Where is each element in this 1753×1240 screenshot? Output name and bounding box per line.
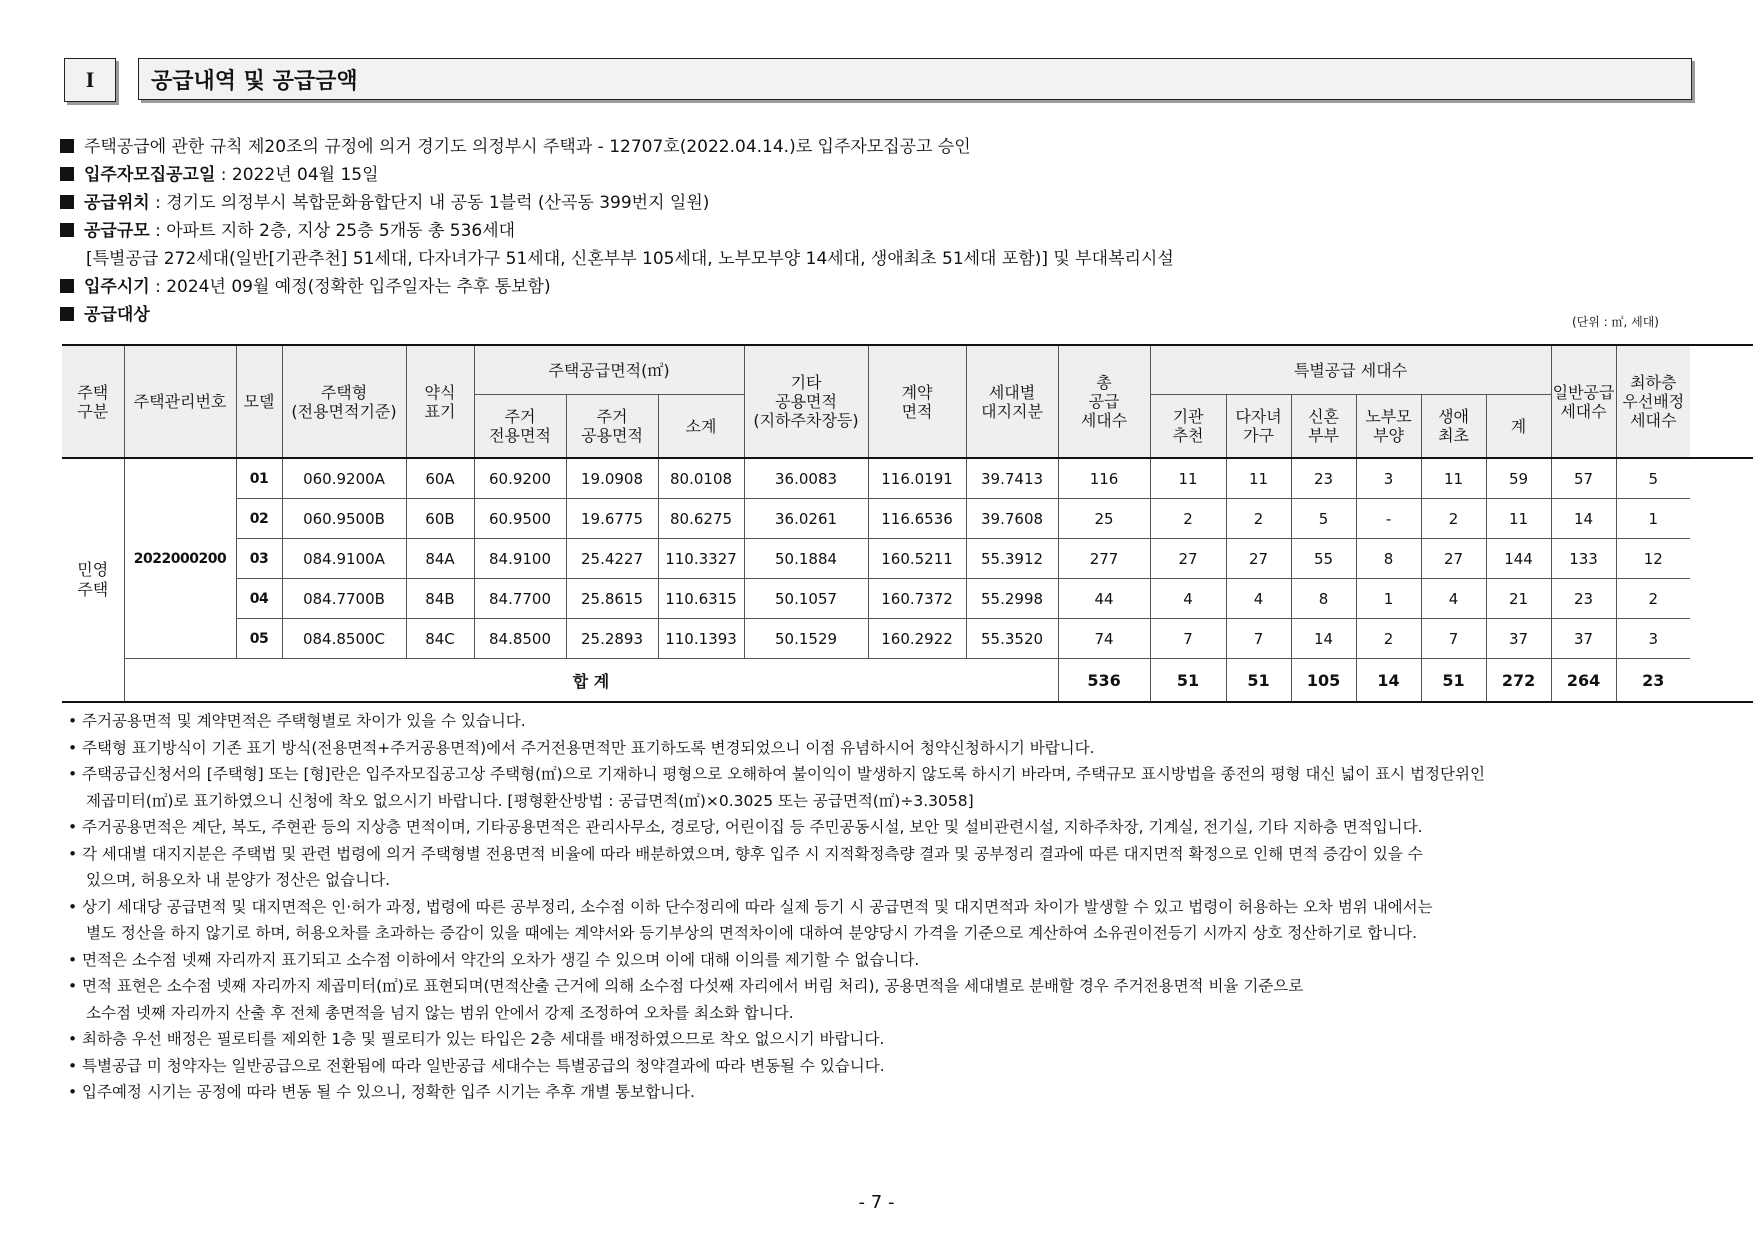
cell-sum: 59 bbox=[1486, 458, 1551, 499]
header-newlywed: 신혼 부부 bbox=[1291, 395, 1356, 459]
cell-general: 57 bbox=[1551, 458, 1616, 499]
header-supply-area: 주택공급면적(㎡) bbox=[474, 345, 744, 395]
header-house-group: 주택 구분 bbox=[62, 345, 124, 458]
cell-sub: 110.1393 bbox=[658, 619, 744, 659]
cell-inst: 7 bbox=[1150, 619, 1226, 659]
movein-row bbox=[60, 273, 1174, 301]
cell-sum: 11 bbox=[1486, 499, 1551, 539]
location-value: : 경기도 의정부시 복합문화융합단지 내 공동 1블럭 (산곡동 399번지 일원) bbox=[149, 193, 710, 213]
table-row bbox=[62, 458, 1753, 499]
cell-contract: 116.0191 bbox=[868, 458, 966, 499]
header-institution: 기관 추천 bbox=[1150, 395, 1226, 459]
dot-bullet-icon: • bbox=[68, 1056, 78, 1075]
cell-inst: 27 bbox=[1150, 539, 1226, 579]
total-first: 51 bbox=[1421, 659, 1486, 703]
cell-first: 2 bbox=[1421, 499, 1486, 539]
dot-bullet-icon: • bbox=[68, 1083, 78, 1101]
cell-newly: 55 bbox=[1291, 539, 1356, 579]
cell-multi: 7 bbox=[1226, 619, 1291, 659]
total-general: 264 bbox=[1551, 659, 1616, 703]
cell-total: 277 bbox=[1058, 539, 1150, 579]
note-item: • 주택공급신청서의 [주택형] 또는 [형]란은 입주자모집공고상 주택형(㎡)으로 기재하니 평형으로 오해하여 불이익이 발생하지 않도록 하시기 바라며, 주택규모 표시방법을 종전의 평형 대신 넓이 표시 법정단위인 bbox=[64, 761, 1485, 788]
dot-bullet-icon: • bbox=[68, 977, 78, 995]
cell-general: 133 bbox=[1551, 539, 1616, 579]
cell-contract: 160.7372 bbox=[868, 579, 966, 619]
cell-contract: 160.2922 bbox=[868, 619, 966, 659]
cell-model: 03 bbox=[236, 539, 282, 579]
supply-info bbox=[60, 133, 1174, 329]
note-item: • 면적 표현은 소수점 넷째 자리까지 제곱미터(㎡)로 표현되며(면적산출 근거에 의해 소수점 다섯째 자리에서 버림 처리), 공용면적을 세대별로 분배할 경우 주거전용면적 비율 기준으로 bbox=[64, 973, 1485, 1000]
cell-comm: 25.4227 bbox=[566, 539, 658, 579]
header-other-common: 기타 공용면적 (지하주차장등) bbox=[744, 345, 868, 458]
note-continuation: 제곱미터(㎡)로 표기하였으니 신청에 착오 없으시기 바랍니다. [평형환산방법 : 공급면적(㎡)×0.3025 또는 공급면적(㎡)÷3.3058] bbox=[86, 791, 974, 810]
cell-newly: 8 bbox=[1291, 579, 1356, 619]
header-mgmt-no: 주택관리번호 bbox=[124, 345, 236, 458]
cell-other: 50.1529 bbox=[744, 619, 868, 659]
table-row bbox=[62, 619, 1753, 659]
cell-sub: 110.6315 bbox=[658, 579, 744, 619]
scale-detail: [특별공급 272세대(일반[기관추천] 51세대, 다자녀가구 51세대, 신혼부부 105세대, 노부모부양 14세대, 생애최초 51세대 포함)] 및 부대복리시설 bbox=[86, 249, 1174, 269]
cell-elder: 8 bbox=[1356, 539, 1421, 579]
movein-label: 입주시기 bbox=[84, 277, 150, 297]
cell-comm: 25.2893 bbox=[566, 619, 658, 659]
dot-bullet-icon: • bbox=[68, 844, 78, 863]
note-item: • 각 세대별 대지지분은 주택법 및 관련 법령에 의거 주택형별 전용면적 비율에 따라 배분하였으며, 향후 입주 시 지적확정측량 결과 및 공부정리 결과에 따른 대지면적 확정으로 인해 면적 증감이 있을 수 bbox=[64, 841, 1485, 868]
cell-excl: 60.9500 bbox=[474, 499, 566, 539]
table-row bbox=[62, 579, 1753, 619]
target-row bbox=[60, 301, 1174, 329]
unit-note: (단위 : ㎡, 세대) bbox=[1571, 315, 1659, 329]
cell-excl: 84.7700 bbox=[474, 579, 566, 619]
cell-elder: 1 bbox=[1356, 579, 1421, 619]
note-continuation: 있으며, 허용오차 내 분양가 정산은 없습니다. bbox=[86, 871, 391, 889]
note-item: • 주거공용면적 및 계약면적은 주택형별로 차이가 있을 수 있습니다. bbox=[64, 708, 1485, 735]
dot-bullet-icon: • bbox=[68, 1030, 78, 1048]
cell-land: 39.7608 bbox=[966, 499, 1058, 539]
header-land-share: 세대별 대지지분 bbox=[966, 345, 1058, 458]
dot-bullet-icon: • bbox=[68, 738, 78, 757]
cell-sum: 21 bbox=[1486, 579, 1551, 619]
dot-bullet-icon: • bbox=[68, 712, 78, 730]
cell-land: 55.3520 bbox=[966, 619, 1058, 659]
section-number: I bbox=[64, 58, 116, 102]
mgmt-number: 2022000200 bbox=[124, 458, 236, 659]
header-subtotal: 소계 bbox=[658, 395, 744, 459]
note-item: • 상기 세대당 공급면적 및 대지면적은 인·허가 과정, 법령에 따른 공부정리, 소수점 이하 단수정리에 따라 실제 등기 시 공급면적 및 대지면적과 차이가 발생할 수 있고 법령이 허용하는 오차 범위 내에서는 bbox=[64, 894, 1485, 921]
total-inst: 51 bbox=[1150, 659, 1226, 703]
total-row bbox=[62, 659, 1753, 703]
cell-total: 74 bbox=[1058, 619, 1150, 659]
cell-lowest: 5 bbox=[1616, 458, 1690, 499]
cell-first: 4 bbox=[1421, 579, 1486, 619]
total-label: 합 계 bbox=[124, 659, 1058, 703]
cell-land: 55.3912 bbox=[966, 539, 1058, 579]
total-sum: 272 bbox=[1486, 659, 1551, 703]
cell-lowest: 12 bbox=[1616, 539, 1690, 579]
cell-model: 01 bbox=[236, 458, 282, 499]
header-total-units: 총 공급 세대수 bbox=[1058, 345, 1150, 458]
cell-model: 02 bbox=[236, 499, 282, 539]
cell-other: 36.0261 bbox=[744, 499, 868, 539]
header-general: 일반공급 세대수 bbox=[1551, 345, 1616, 458]
cell-general: 14 bbox=[1551, 499, 1616, 539]
cell-comm: 19.6775 bbox=[566, 499, 658, 539]
total-lowest: 23 bbox=[1616, 659, 1690, 703]
header-model: 모델 bbox=[236, 345, 282, 458]
dot-bullet-icon: • bbox=[68, 765, 78, 783]
note-item: • 주택형 표기방식이 기존 표기 방식(전용면적+주거공용면적)에서 주거전용면적만 표기하도록 변경되었으니 이점 유념하시어 청약신청하시기 바랍니다. bbox=[64, 735, 1485, 762]
cell-comm: 19.0908 bbox=[566, 458, 658, 499]
location-row bbox=[60, 189, 1174, 217]
header-exclusive: 주거 전용면적 bbox=[474, 395, 566, 459]
cell-type: 060.9200A bbox=[282, 458, 406, 499]
cell-total: 116 bbox=[1058, 458, 1150, 499]
cell-general: 23 bbox=[1551, 579, 1616, 619]
square-bullet-icon bbox=[60, 307, 74, 321]
cell-abbr: 60B bbox=[406, 499, 474, 539]
cell-elder: 3 bbox=[1356, 458, 1421, 499]
cell-elder: 2 bbox=[1356, 619, 1421, 659]
cell-multi: 2 bbox=[1226, 499, 1291, 539]
approval-text: 주택공급에 관한 규칙 제20조의 규정에 의거 경기도 의정부시 주택과 - 12707호(2022.04.14.)로 입주자모집공고 승인 bbox=[84, 137, 971, 157]
header-first-time: 생애 최초 bbox=[1421, 395, 1486, 459]
header-abbr: 약식 표기 bbox=[406, 345, 474, 458]
square-bullet-icon bbox=[60, 195, 74, 209]
cell-lowest: 1 bbox=[1616, 499, 1690, 539]
cell-sum: 144 bbox=[1486, 539, 1551, 579]
cell-inst: 2 bbox=[1150, 499, 1226, 539]
total-newly: 105 bbox=[1291, 659, 1356, 703]
approval-row bbox=[60, 133, 1174, 161]
cell-comm: 25.8615 bbox=[566, 579, 658, 619]
table-row bbox=[62, 539, 1753, 579]
total-elder: 14 bbox=[1356, 659, 1421, 703]
cell-abbr: 84A bbox=[406, 539, 474, 579]
cell-excl: 84.8500 bbox=[474, 619, 566, 659]
note-continuation: 소수점 넷째 자리까지 산출 후 전체 총면적을 넘지 않는 범위 안에서 강제 조정하여 오차를 최소화 합니다. bbox=[86, 1003, 794, 1022]
cell-sum: 37 bbox=[1486, 619, 1551, 659]
cell-land: 39.7413 bbox=[966, 458, 1058, 499]
cell-first: 7 bbox=[1421, 619, 1486, 659]
cell-newly: 5 bbox=[1291, 499, 1356, 539]
cell-model: 04 bbox=[236, 579, 282, 619]
cell-excl: 84.9100 bbox=[474, 539, 566, 579]
cell-other: 50.1057 bbox=[744, 579, 868, 619]
section-header bbox=[64, 58, 1694, 102]
cell-multi: 27 bbox=[1226, 539, 1291, 579]
header-contract-area: 계약 면적 bbox=[868, 345, 966, 458]
square-bullet-icon bbox=[60, 167, 74, 181]
movein-value: : 2024년 09월 예정(정확한 입주일자는 추후 통보함) bbox=[149, 277, 551, 297]
announce-date-value: : 2022년 04월 15일 bbox=[215, 165, 379, 185]
supply-table bbox=[62, 344, 1753, 703]
cell-newly: 14 bbox=[1291, 619, 1356, 659]
cell-first: 27 bbox=[1421, 539, 1486, 579]
header-house-type: 주택형 (전용면적기준) bbox=[282, 345, 406, 458]
scale-row bbox=[60, 217, 1174, 245]
note-continuation: 별도 정산을 하지 않기로 하며, 허용오차를 초과하는 증감이 있을 때에는 계약서와 등기부상의 면적차이에 대하여 분양당시 가격을 기준으로 계산하여 소유권이전등기 시까지 상호 정산하기로 합니다. bbox=[86, 924, 1418, 942]
square-bullet-icon bbox=[60, 139, 74, 153]
announce-date-row bbox=[60, 161, 1174, 189]
table-row bbox=[62, 499, 1753, 539]
cell-lowest: 2 bbox=[1616, 579, 1690, 619]
cell-elder: - bbox=[1356, 499, 1421, 539]
note-item: • 최하층 우선 배정은 필로티를 제외한 1층 및 필로티가 있는 타입은 2층 세대를 배정하였으므로 착오 없으시기 바랍니다. bbox=[64, 1026, 1485, 1053]
section-title: 공급내역 및 공급금액 bbox=[138, 58, 1692, 100]
cell-multi: 4 bbox=[1226, 579, 1291, 619]
cell-general: 37 bbox=[1551, 619, 1616, 659]
note-item: • 입주예정 시기는 공정에 따라 변동 될 수 있으니, 정확한 입주 시기는 추후 개별 통보합니다. bbox=[64, 1079, 1485, 1106]
header-special: 특별공급 세대수 bbox=[1150, 345, 1551, 395]
cell-contract: 116.6536 bbox=[868, 499, 966, 539]
cell-other: 36.0083 bbox=[744, 458, 868, 499]
cell-total: 25 bbox=[1058, 499, 1150, 539]
cell-sub: 80.0108 bbox=[658, 458, 744, 499]
cell-inst: 4 bbox=[1150, 579, 1226, 619]
header-lowest-floor: 최하층 우선배정 세대수 bbox=[1616, 345, 1690, 458]
cell-total: 44 bbox=[1058, 579, 1150, 619]
cell-type: 060.9500B bbox=[282, 499, 406, 539]
cell-lowest: 3 bbox=[1616, 619, 1690, 659]
location-label: 공급위치 bbox=[84, 193, 150, 213]
dot-bullet-icon: • bbox=[68, 897, 78, 916]
cell-multi: 11 bbox=[1226, 458, 1291, 499]
cell-sub: 110.3327 bbox=[658, 539, 744, 579]
cell-type: 084.8500C bbox=[282, 619, 406, 659]
group-label: 민영 주택 bbox=[62, 458, 124, 702]
cell-contract: 160.5211 bbox=[868, 539, 966, 579]
cell-abbr: 84C bbox=[406, 619, 474, 659]
square-bullet-icon bbox=[60, 223, 74, 237]
cell-abbr: 84B bbox=[406, 579, 474, 619]
notes-list bbox=[64, 708, 1485, 1106]
cell-type: 084.7700B bbox=[282, 579, 406, 619]
square-bullet-icon bbox=[60, 279, 74, 293]
cell-sub: 80.6275 bbox=[658, 499, 744, 539]
target-label: 공급대상 bbox=[84, 305, 150, 325]
announce-date-label: 입주자모집공고일 bbox=[84, 165, 216, 185]
scale-label: 공급규모 bbox=[84, 221, 150, 241]
cell-model: 05 bbox=[236, 619, 282, 659]
cell-inst: 11 bbox=[1150, 458, 1226, 499]
total-units: 536 bbox=[1058, 659, 1150, 703]
header-multi-child: 다자녀 가구 bbox=[1226, 395, 1291, 459]
cell-type: 084.9100A bbox=[282, 539, 406, 579]
cell-newly: 23 bbox=[1291, 458, 1356, 499]
header-elderly: 노부모 부양 bbox=[1356, 395, 1421, 459]
cell-excl: 60.9200 bbox=[474, 458, 566, 499]
header-special-sum: 계 bbox=[1486, 395, 1551, 459]
cell-abbr: 60A bbox=[406, 458, 474, 499]
scale-value: : 아파트 지하 2층, 지상 25층 5개동 총 536세대 bbox=[149, 221, 516, 241]
cell-land: 55.2998 bbox=[966, 579, 1058, 619]
note-item: • 주거공용면적은 계단, 복도, 주현관 등의 지상층 면적이며, 기타공용면적은 관리사무소, 경로당, 어린이집 등 주민공동시설, 보안 및 설비관련시설, 지하주차장, 기계실, 전기실, 기타 지하층 면적입니다. bbox=[64, 814, 1485, 841]
total-multi: 51 bbox=[1226, 659, 1291, 703]
note-item: • 특별공급 미 청약자는 일반공급으로 전환됨에 따라 일반공급 세대수는 특별공급의 청약결과에 따라 변동될 수 있습니다. bbox=[64, 1053, 1485, 1080]
page-number: - 7 - bbox=[858, 1192, 895, 1213]
cell-other: 50.1884 bbox=[744, 539, 868, 579]
header-common: 주거 공용면적 bbox=[566, 395, 658, 459]
note-item: • 면적은 소수점 넷째 자리까지 표기되고 소수점 이하에서 약간의 오차가 생길 수 있으며 이에 대해 이의를 제기할 수 없습니다. bbox=[64, 947, 1485, 974]
cell-first: 11 bbox=[1421, 458, 1486, 499]
dot-bullet-icon: • bbox=[68, 818, 78, 836]
dot-bullet-icon: • bbox=[68, 950, 78, 969]
